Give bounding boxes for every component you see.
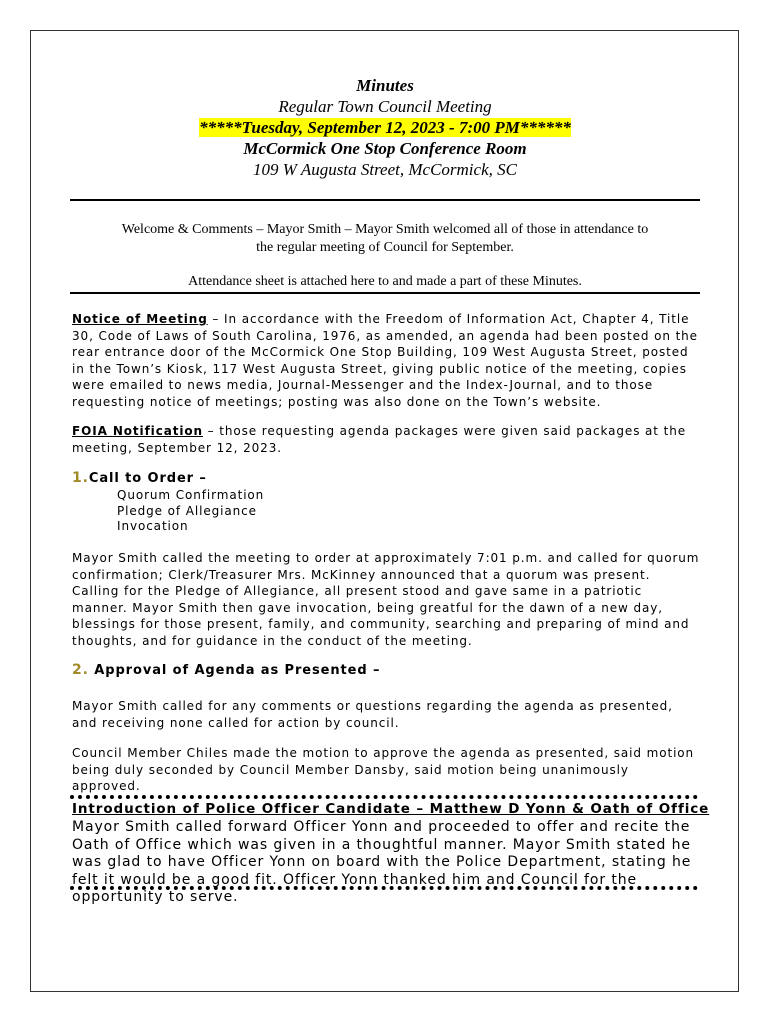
box-top-border xyxy=(70,795,698,799)
agenda-subitem: Invocation xyxy=(117,519,189,533)
meeting-date: *****Tuesday, September 12, 2023 - 7:00 PM****** xyxy=(199,118,571,137)
foia-paragraph: FOIA Notification – those requesting agenda packages were given said packages at the meeting, September 12, 2023. xyxy=(72,424,687,455)
foia-label: FOIA Notification xyxy=(72,424,203,438)
meeting-address: 109 W Augusta Street, McCormick, SC xyxy=(253,160,517,179)
agenda-comments-paragraph: Mayor Smith called for any comments or questions regarding the agenda as presented, and receiving none called for action by council. xyxy=(72,699,673,730)
box-bottom-border xyxy=(70,886,698,890)
attendance-note: Attendance sheet is attached here to and made a part of these Minutes. xyxy=(188,274,582,289)
agenda-subitem: Pledge of Allegiance xyxy=(117,504,257,518)
welcome-line-2: the regular meeting of Council for September. xyxy=(256,240,514,255)
header-divider xyxy=(70,199,700,201)
notice-label: Notice of Meeting xyxy=(72,312,208,326)
welcome-divider xyxy=(70,292,700,294)
section-number: 1. xyxy=(72,470,89,486)
meeting-location: McCormick One Stop Conference Room xyxy=(243,139,527,158)
call-to-order-paragraph: Mayor Smith called the meeting to order at approximately 7:01 p.m. and called for quorum confirmation; Clerk/Treasurer Mrs. McKinney announced that a quorum was present. Calling for the Pledge of Allegiance, all present stood and gave same in a patriotic manner. Mayor Smith then gave invocation, being greatful for the dawn of a new day, blessings for those present, family, and community, searching and preparing of mind and thoughts, and for guidance in the conduct of the meeting. xyxy=(72,551,700,648)
welcome-line-1: Welcome & Comments – Mayor Smith – Mayor Smith welcomed all of those in attendance to xyxy=(121,222,649,237)
police-officer-paragraph: Mayor Smith called forward Officer Yonn and proceeded to offer and recite the Oath of Office which was given in a thoughtful manner. Mayor Smith stated he was glad to have Officer Yonn on board with the Police Department, stating he felt it would be a good fit. Officer Yonn thanked him and Council for the opportunity to serve. xyxy=(72,819,692,905)
section-call-to-order: 1.Call to Order – xyxy=(72,470,207,486)
agenda-subitem: Quorum Confirmation xyxy=(117,488,265,502)
police-officer-title: Introduction of Police Officer Candidate – Matthew D Yonn & Oath of Office xyxy=(72,801,710,817)
section-number: 2. xyxy=(72,662,89,678)
notice-paragraph: Notice of Meeting – In accordance with the Freedom of Information Act, Chapter 4, Title 30, Code of Laws of South Carolina, 1976, as amended, an agenda had been posted on the rear entrance door of the McCormick One Stop Building, 109 West Augusta Street, posted in the Town’s Kiosk, 117 West Augusta Street, giving public notice of the meeting, copies were emailed to news media, Journal-Messenger and the Index-Journal, and to those requesting notice of meetings; posting was also done on the Town’s website. xyxy=(72,312,698,409)
minutes-title: Minutes xyxy=(356,76,414,95)
section-approval-of-agenda: 2. Approval of Agenda as Presented – xyxy=(72,662,381,678)
agenda-motion-paragraph: Council Member Chiles made the motion to approve the agenda as presented, said motion being duly seconded by Council Member Dansby, said motion being unanimously approved. xyxy=(72,746,695,793)
meeting-type: Regular Town Council Meeting xyxy=(278,97,492,116)
